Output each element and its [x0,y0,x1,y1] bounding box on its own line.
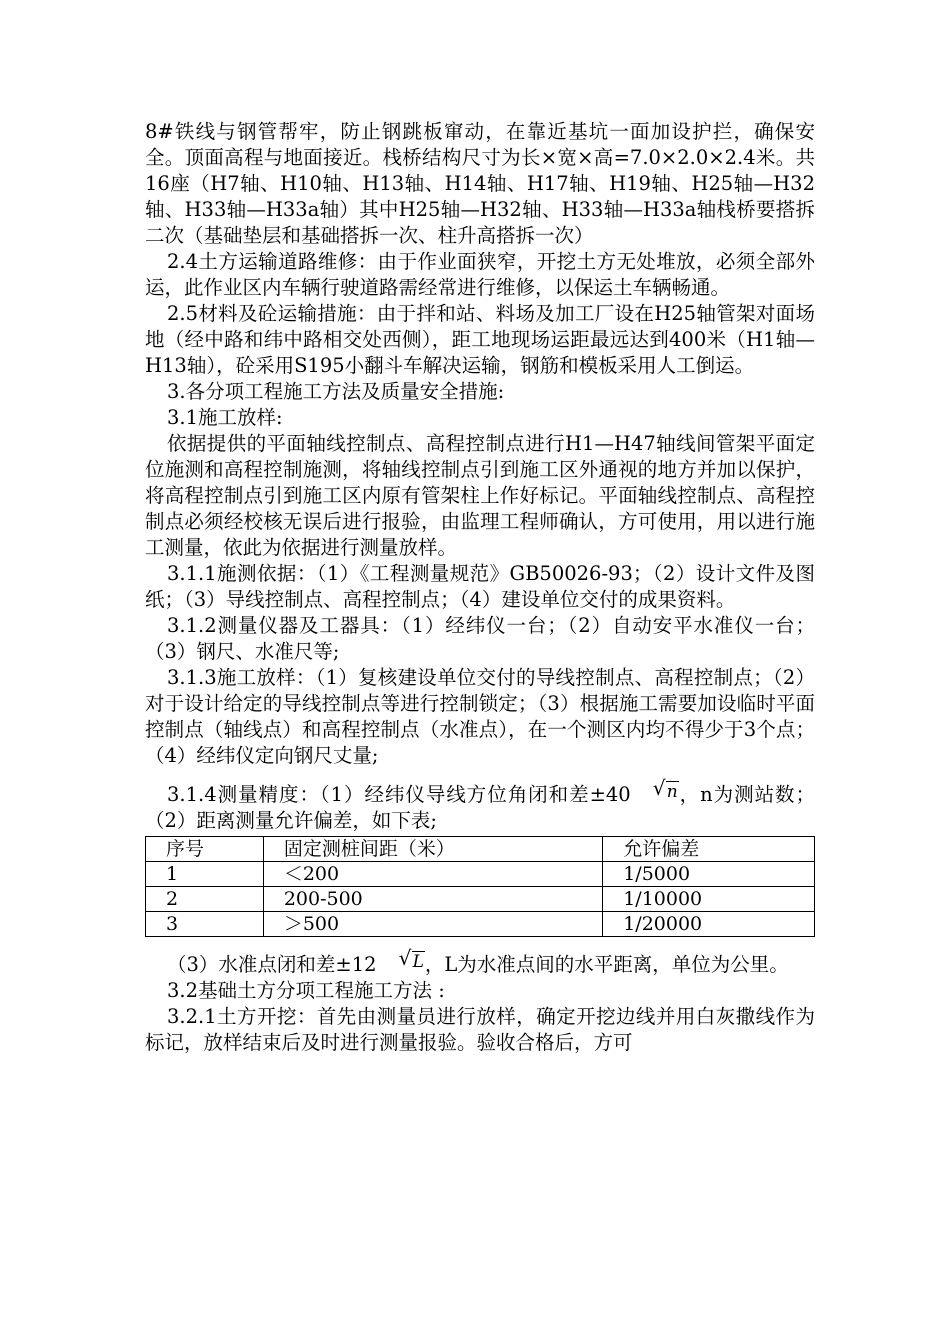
table-cell: 3 [146,912,264,937]
table-cell: 1/10000 [603,887,815,912]
table-header-cell: 序号 [146,837,264,862]
table-header-cell: 固定测桩间距（米） [263,837,602,862]
table-header-row [146,837,815,862]
table-row [146,912,815,937]
table-cell: 1 [146,862,264,887]
paragraph-excavation: 3.2.1土方开挖：首先由测量员进行放样，确定开挖边线并用白灰撒线作为标记，放样结束后及时进行测量报验。验收合格后，方可 [145,1005,815,1054]
sqrt-radicand-l: L [412,952,424,972]
accuracy-text-after: ，n为测站数；（2）距离测量允许偏差，如下表; [145,783,815,832]
table-row [146,887,815,912]
section-heading-earthwork: 3.2基础土方分项工程施工方法 : [167,979,445,1002]
paragraph-level-closure [145,946,815,978]
accuracy-text-before: 3.1.4测量精度：（1）经纬仪导线方位角闭和差±40 [167,783,631,806]
paragraph-road-maintenance: 2.4土方运输道路维修：由于作业面狭窄，开挖土方无处堆放，必须全部外运，此作业区内车辆行驶道路需经常进行维修，以保运土车辆畅通。 [145,250,815,299]
table-row [146,862,815,887]
paragraph-survey-accuracy [145,776,815,834]
level-text-after: ，L为水准点间的水平距离，单位为公里。 [424,953,789,976]
level-text-before: （3）水准点闭和差±12 [167,953,377,976]
table-cell: 200-500 [263,887,602,912]
table-cell: 1/5000 [603,862,815,887]
paragraph-survey-basis: 3.1.1施测依据：（1）《工程测量规范》GB50026-93；（2）设计文件及图纸；（3）导线控制点、高程控制点；（4）建设单位交付的成果资料。 [145,562,815,611]
paragraph-construction-setting-out: 3.1.3施工放样：（1）复核建设单位交付的导线控制点、高程控制点；（2）对于设计给定的导线控制点等进行控制锁定；（3）根据施工需要加设临时平面控制点（轴线点）和高程控制点（水准点），在一个测区内均不得少于3个点；（4）经纬仪定向钢尺丈量; [145,666,815,767]
table-cell: ＜200 [263,862,602,887]
sqrt-icon: √ [652,776,666,800]
document-page [145,119,815,1056]
paragraph-material-transport: 2.5材料及砼运输措施：由于拌和站、料场及加工厂设在H25轴管架对面场地（经中路和纬中路相交处西侧），距工地现场运距最远达到400米（H1轴—H13轴），砼采用S195小翻斗车解决运输，钢筋和模板采用人工倒运。 [145,302,815,377]
sqrt-icon: √ [398,946,412,970]
sqrt-radicand-n: n [666,782,678,802]
table-cell: ＞500 [263,912,602,937]
section-heading-construction-methods: 3.各分项工程施工方法及质量安全措施: [167,380,505,403]
table-cell: 2 [146,887,264,912]
table-cell: 1/20000 [603,912,815,937]
table-header-cell: 允许偏差 [603,837,815,862]
sqrt-l-formula [377,946,425,975]
paragraph-control-points: 依据提供的平面轴线控制点、高程控制点进行H1—H47轴线间管架平面定位施测和高程控制施测，将轴线控制点引到施工区外通视的地方并加以保护，将高程控制点引到施工区内原有管架柱上作好标记。平面轴线控制点、高程控制点必须经校核无误后进行报验，由监理工程师确认，方可使用，用以进行施工测量，依此为依据进行测量放样。 [145,432,815,559]
sqrt-n-formula [631,776,679,805]
section-heading-setting-out: 3.1施工放样: [167,406,283,429]
paragraph-trestle: 8#铁线与钢管帮牢，防止钢跳板窜动，在靠近基坑一面加设护拦，确保安全。顶面高程与地面接近。栈桥结构尺寸为长×宽×高=7.0×2.0×2.4米。共16座（H7轴、H10轴、H13轴、H14轴、H17轴、H19轴、H25轴—H32轴、H33轴—H33a轴）其中H25轴—H32轴、H33轴—H33a轴栈桥要搭拆二次（基础垫层和基础搭拆一次、柱升高搭拆一次） [145,120,815,247]
paragraph-survey-instruments: 3.1.2测量仪器及工器具：（1）经纬仪一台；（2）自动安平水准仪一台；（3）钢尺、水准尺等; [145,614,815,663]
tolerance-table [145,836,815,937]
